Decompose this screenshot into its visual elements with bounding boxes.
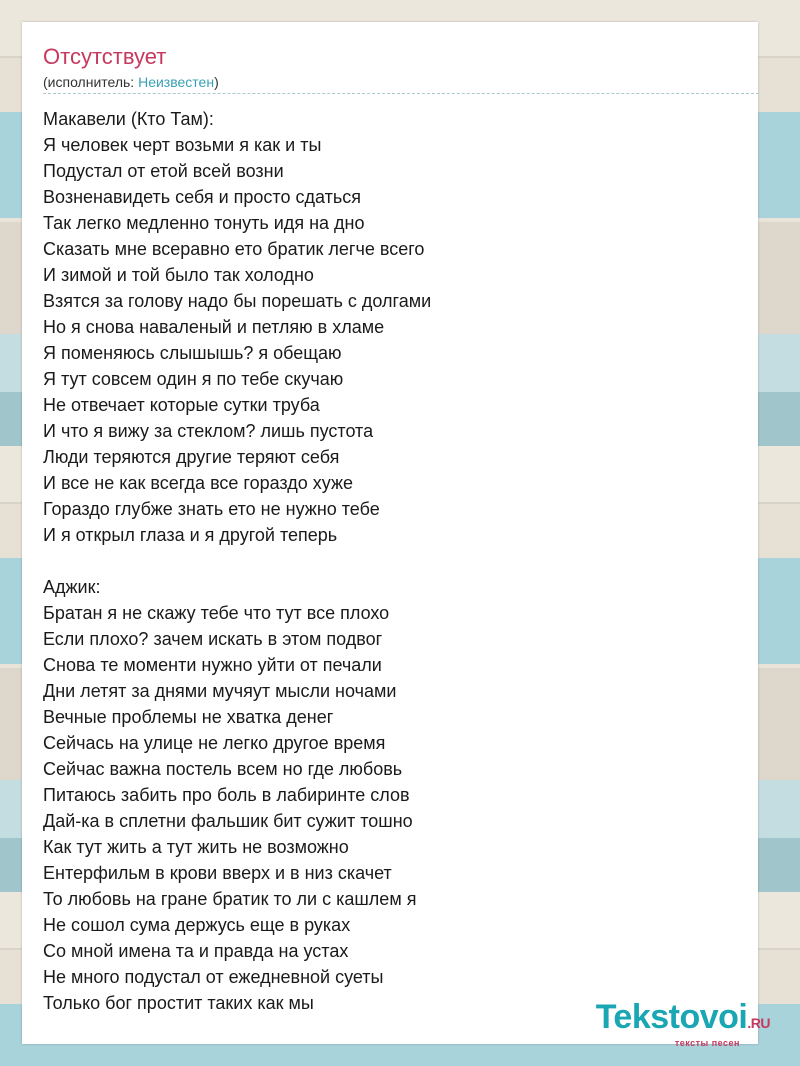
lyric-line: И все не как всегда все гораздо хуже [43,473,354,493]
lyric-line: Возненавидеть себя и просто сдаться [43,187,361,207]
lyric-line: И что я вижу за стеклом? лишь пустота [43,421,374,441]
artist-link[interactable]: Неизвестен [138,74,215,90]
lyric-line: Но я снова наваленый и петляю в хламе [43,317,385,337]
lyric-line: Люди теряются другие теряют себя [43,447,340,467]
lyric-line: Не много подустал от ежедневной суеты [43,967,384,987]
lyrics-text [43,106,743,1042]
lyric-line: И зимой и той было так холодно [43,265,314,285]
lyric-line: Дни летят за днями мучяут мысли ночами [43,681,397,701]
artist-prefix: (исполнитель: [43,74,139,90]
lyric-line: Сказать мне всеравно ето братик легче всего [43,239,425,259]
stanza [43,574,743,1016]
lyric-line: Если плохо? зачем искать в этом подвог [43,629,383,649]
stanza [43,106,743,548]
lyric-line: Не сошол сума держусь еще в руках [43,915,351,935]
lyric-line: Дай-ка в сплетни фальшик бит сужит тошно [43,811,413,831]
site-logo[interactable] [596,1000,770,1048]
logo-wordmark [596,1000,770,1040]
lyric-line: Братан я не скажу тебе что тут все плохо [43,603,390,623]
lyric-line: Сейчась на улице не легко другое время [43,733,386,753]
lyric-line: Не отвечает которые сутки труба [43,395,320,415]
lyric-line: Подустал от етой всей возни [43,161,284,181]
lyric-line: Ентерфильм в крови вверх и в низ скачет [43,863,392,883]
logo-name: Tekstovoi [595,998,748,1036]
lyric-line: Я тут совсем один я по тебе скучаю [43,369,344,389]
lyric-line: Сейчас важна постель всем но где любовь [43,759,403,779]
lyric-line: То любовь на гране братик то ли с кашлем я [43,889,417,909]
lyric-line: И я открыл глаза и я другой теперь [43,525,338,545]
lyric-line: Как тут жить а тут жить не возможно [43,837,349,857]
lyric-line: Гораздо глубже знать ето не нужно тебе [43,499,380,519]
artist-suffix: ) [214,74,219,90]
lyric-line: Я человек черт возьми я как и ты [43,135,322,155]
lyric-line: Так легко медленно тонуть идя на дно [43,213,365,233]
divider [43,93,759,94]
lyric-line: Я поменяюсь слышышь? я обещаю [43,343,342,363]
lyric-line: Снова те моменти нужно уйти от печали [43,655,382,675]
logo-domain: .RU [747,1015,770,1031]
stanza-header: Аджик: [43,577,101,597]
stanza-header: Макавели (Кто Там): [43,109,214,129]
logo-tagline: тексты песен [674,1038,740,1048]
lyric-line: Взятся за голову надо бы порешать с долгами [43,291,432,311]
artist-line [43,73,219,91]
lyrics-page [22,22,758,1044]
lyric-line: Со мной имена та и правда на устах [43,941,349,961]
lyric-line: Вечные проблемы не хватка денег [43,707,334,727]
lyric-line: Питаюсь забить про боль в лабиринте слов [43,785,410,805]
lyric-line: Только бог простит таких как мы [43,993,314,1013]
song-title: Отсутствует [43,44,167,69]
